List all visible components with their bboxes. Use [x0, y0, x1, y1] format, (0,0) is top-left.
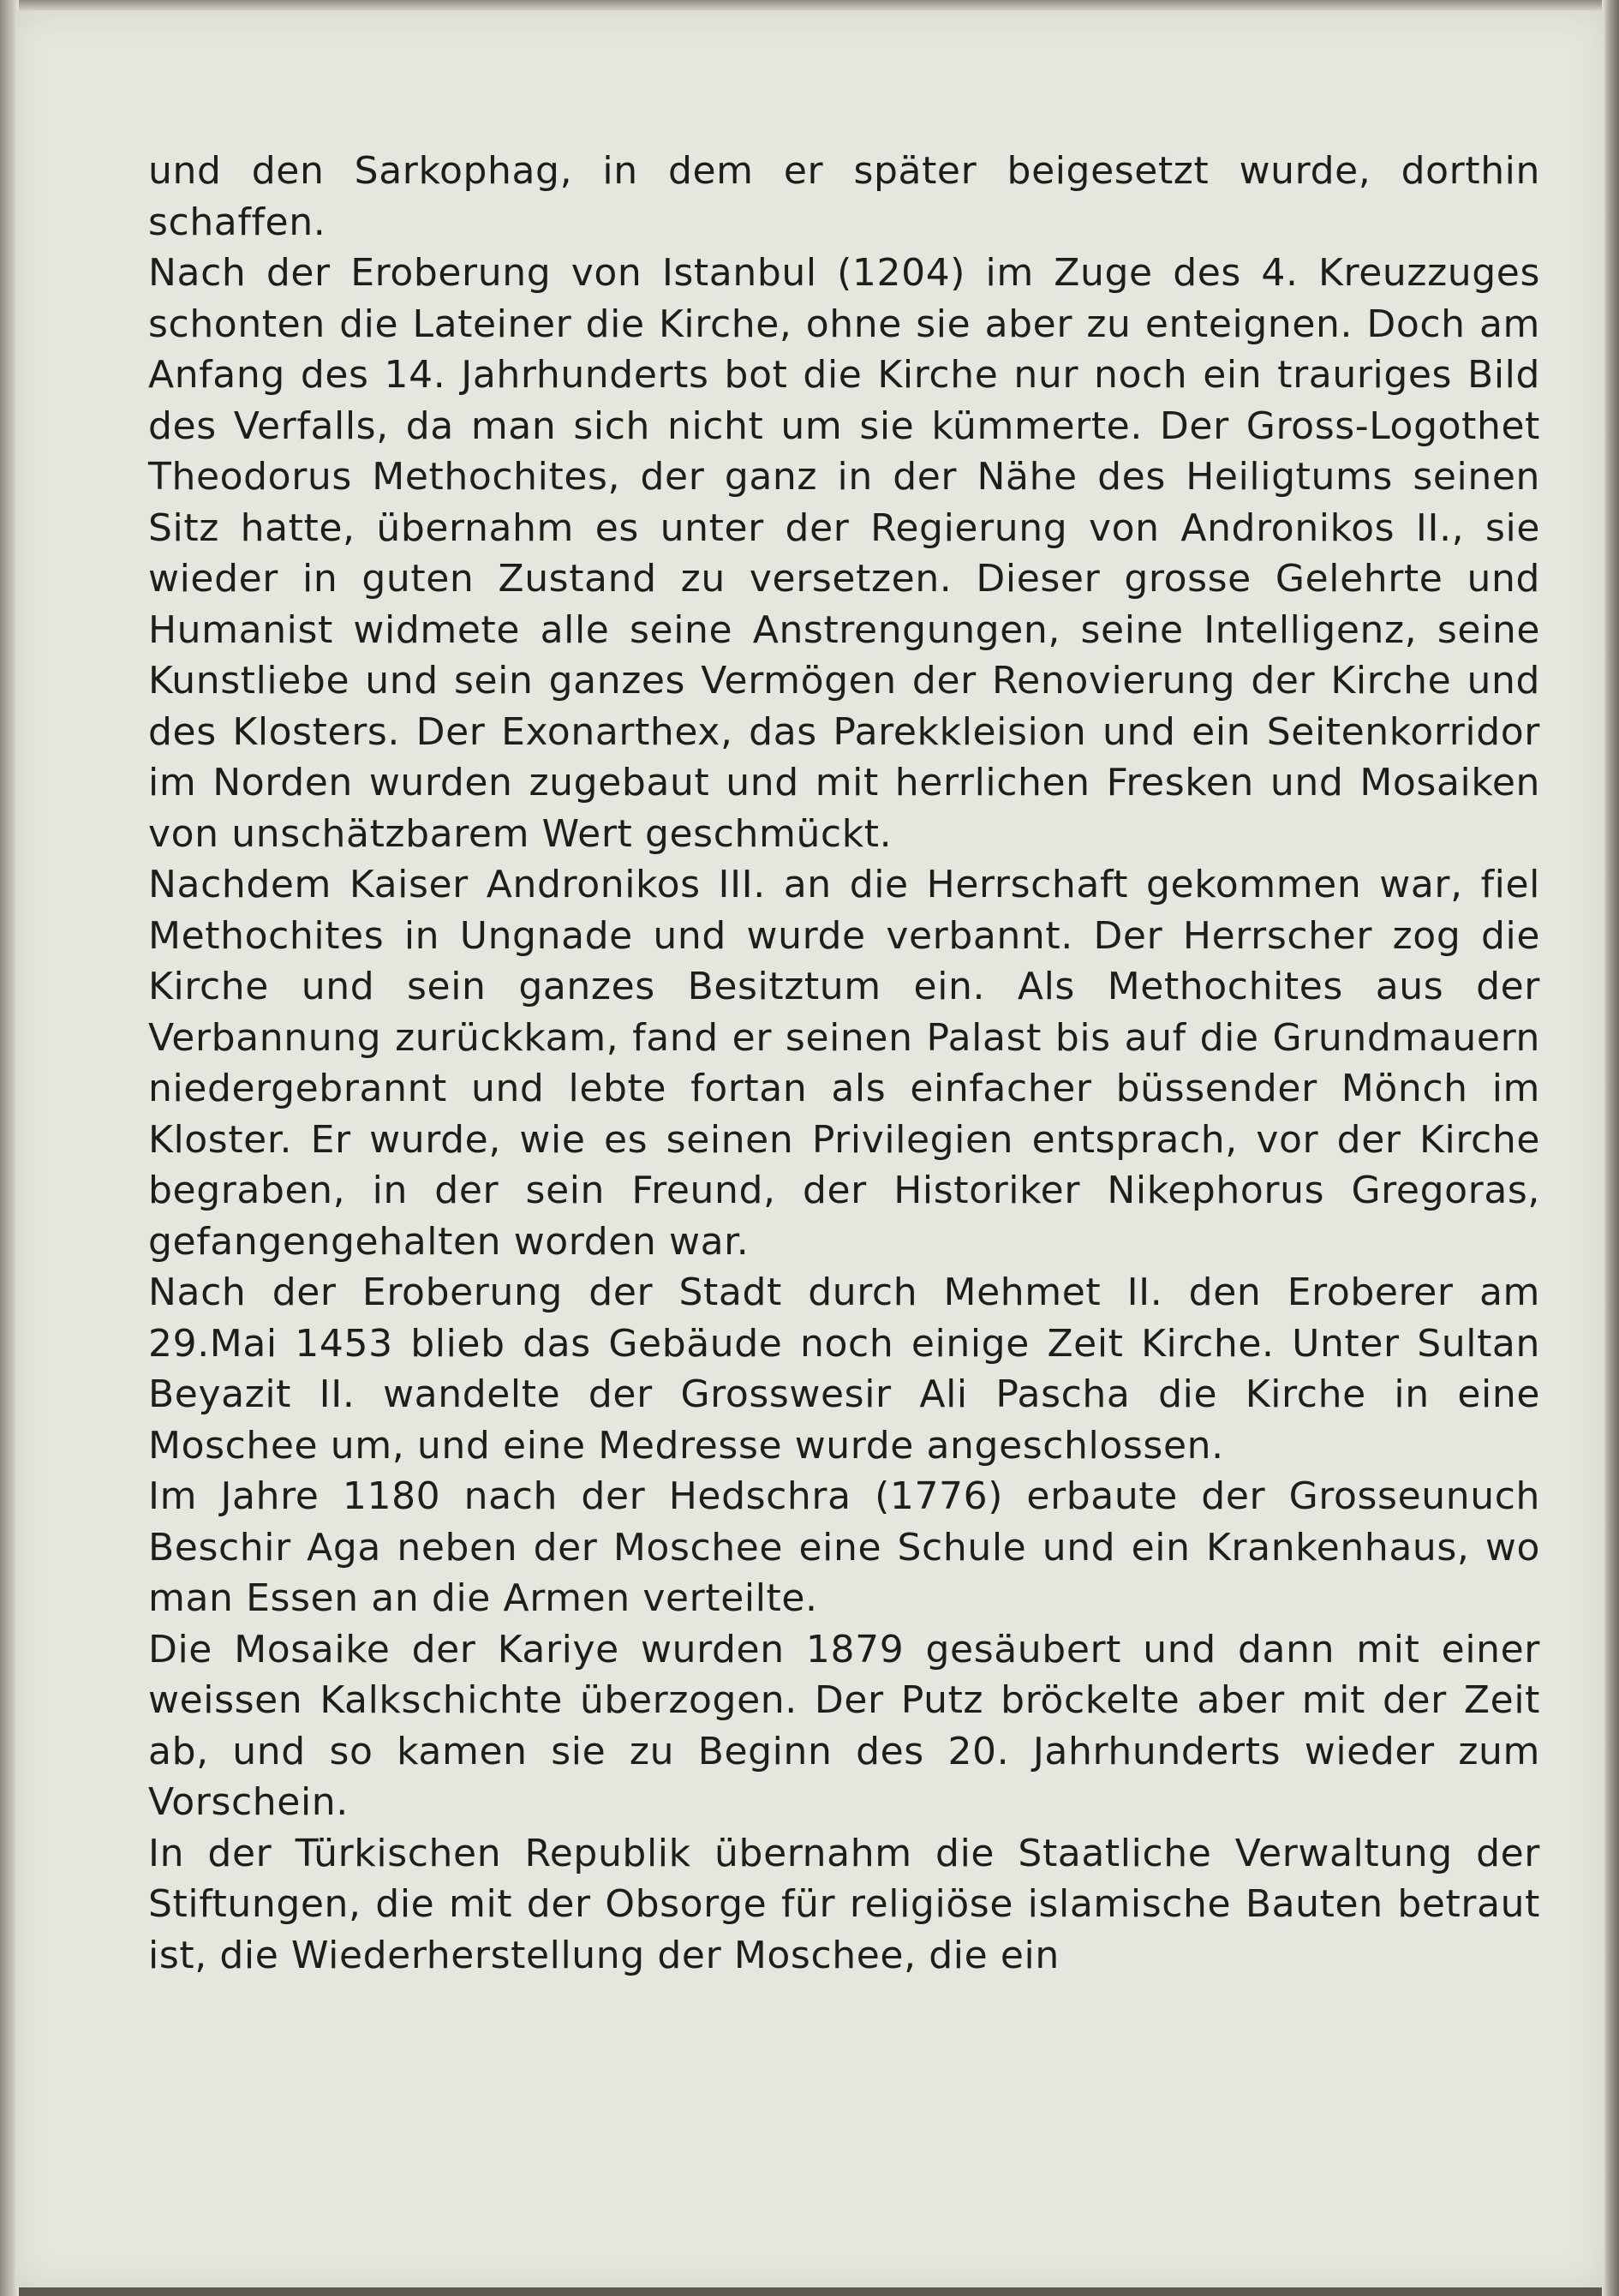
page-right-edge — [1602, 0, 1619, 2296]
paragraph-1: und den Sarkophag, in dem er später beigesetzt wurde, dorthin schaffen. — [148, 149, 1540, 244]
paragraph-4: Nach der Eroberung der Stadt durch Mehmet II. den Eroberer am 29.Mai 1453 blieb das Gebäude noch einige Zeit Kirche. Unter Sultan Beyazit II. wandelte der Grosswesir Ali Pascha die Kirche in eine Moschee um, und eine Medresse wurde angeschlossen. — [148, 1271, 1540, 1468]
paragraph-5: Im Jahre 1180 nach der Hedschra (1776) erbaute der Grosseunuch Beschir Aga neben der Moschee eine Schule und ein Krankenhaus, wo man Essen an die Armen verteilte. — [148, 1474, 1540, 1620]
paragraph-7: In der Türkischen Republik übernahm die Staatliche Verwaltung der Stiftungen, die mit der Obsorge für religiöse islamische Bauten betraut ist, die Wiederherstellung der Moschee, die ein — [148, 1831, 1540, 1977]
paragraph-3: Nachdem Kaiser Andronikos III. an die Herrschaft gekommen war, fiel Methochites in Ungnade und wurde verbannt. Der Herrscher zog die Kirche und sein ganzes Besitztum ein. Als Methochites aus der Verbannung zurückkam, fand er seinen Palast bis auf die Grundmauern niedergebrannt und lebte fortan als einfacher büssender Mönch im Kloster. Er wurde, wie es seinen Privilegien entsprach, vor der Kirche begraben, in der sein Freund, der Historiker Nikephorus Gregoras, gefangengehalten worden war. — [148, 863, 1540, 1264]
paragraph-6: Die Mosaike der Kariye wurden 1879 gesäubert und dann mit einer weissen Kalkschichte überzogen. Der Putz bröckelte aber mit der Zeit ab, und so kamen sie zu Beginn des 20. Jahrhunderts wieder zum Vorschein. — [148, 1627, 1540, 1824]
paragraph-2: Nach der Eroberung von Istanbul (1204) im Zuge des 4. Kreuzzuges schonten die Lateiner die Kirche, ohne sie aber zu enteignen. Doch am Anfang des 14. Jahrhunderts bot die Kirche nur noch ein trauriges Bild des Verfalls, da man sich nicht um sie kümmerte. Der Gross-Logothet Theodorus Methochites, der ganz in der Nähe des Heiligtums seinen Sitz hatte, übernahm es unter der Regierung von Andronikos II., sie wieder in guten Zustand zu versetzen. Dieser grosse Gelehrte und Humanist widmete alle seine Anstrengungen, seine Intelligenz, seine Kunstliebe und sein ganzes Vermögen der Renovierung der Kirche und des Klosters. Der Exonarthex, das Parekkleision und ein Seitenkorridor im Norden wurden zugebaut und mit herrlichen Fresken und Mosaiken von unschätzbarem Wert geschmückt. — [148, 251, 1540, 856]
body-text — [148, 146, 1540, 1981]
